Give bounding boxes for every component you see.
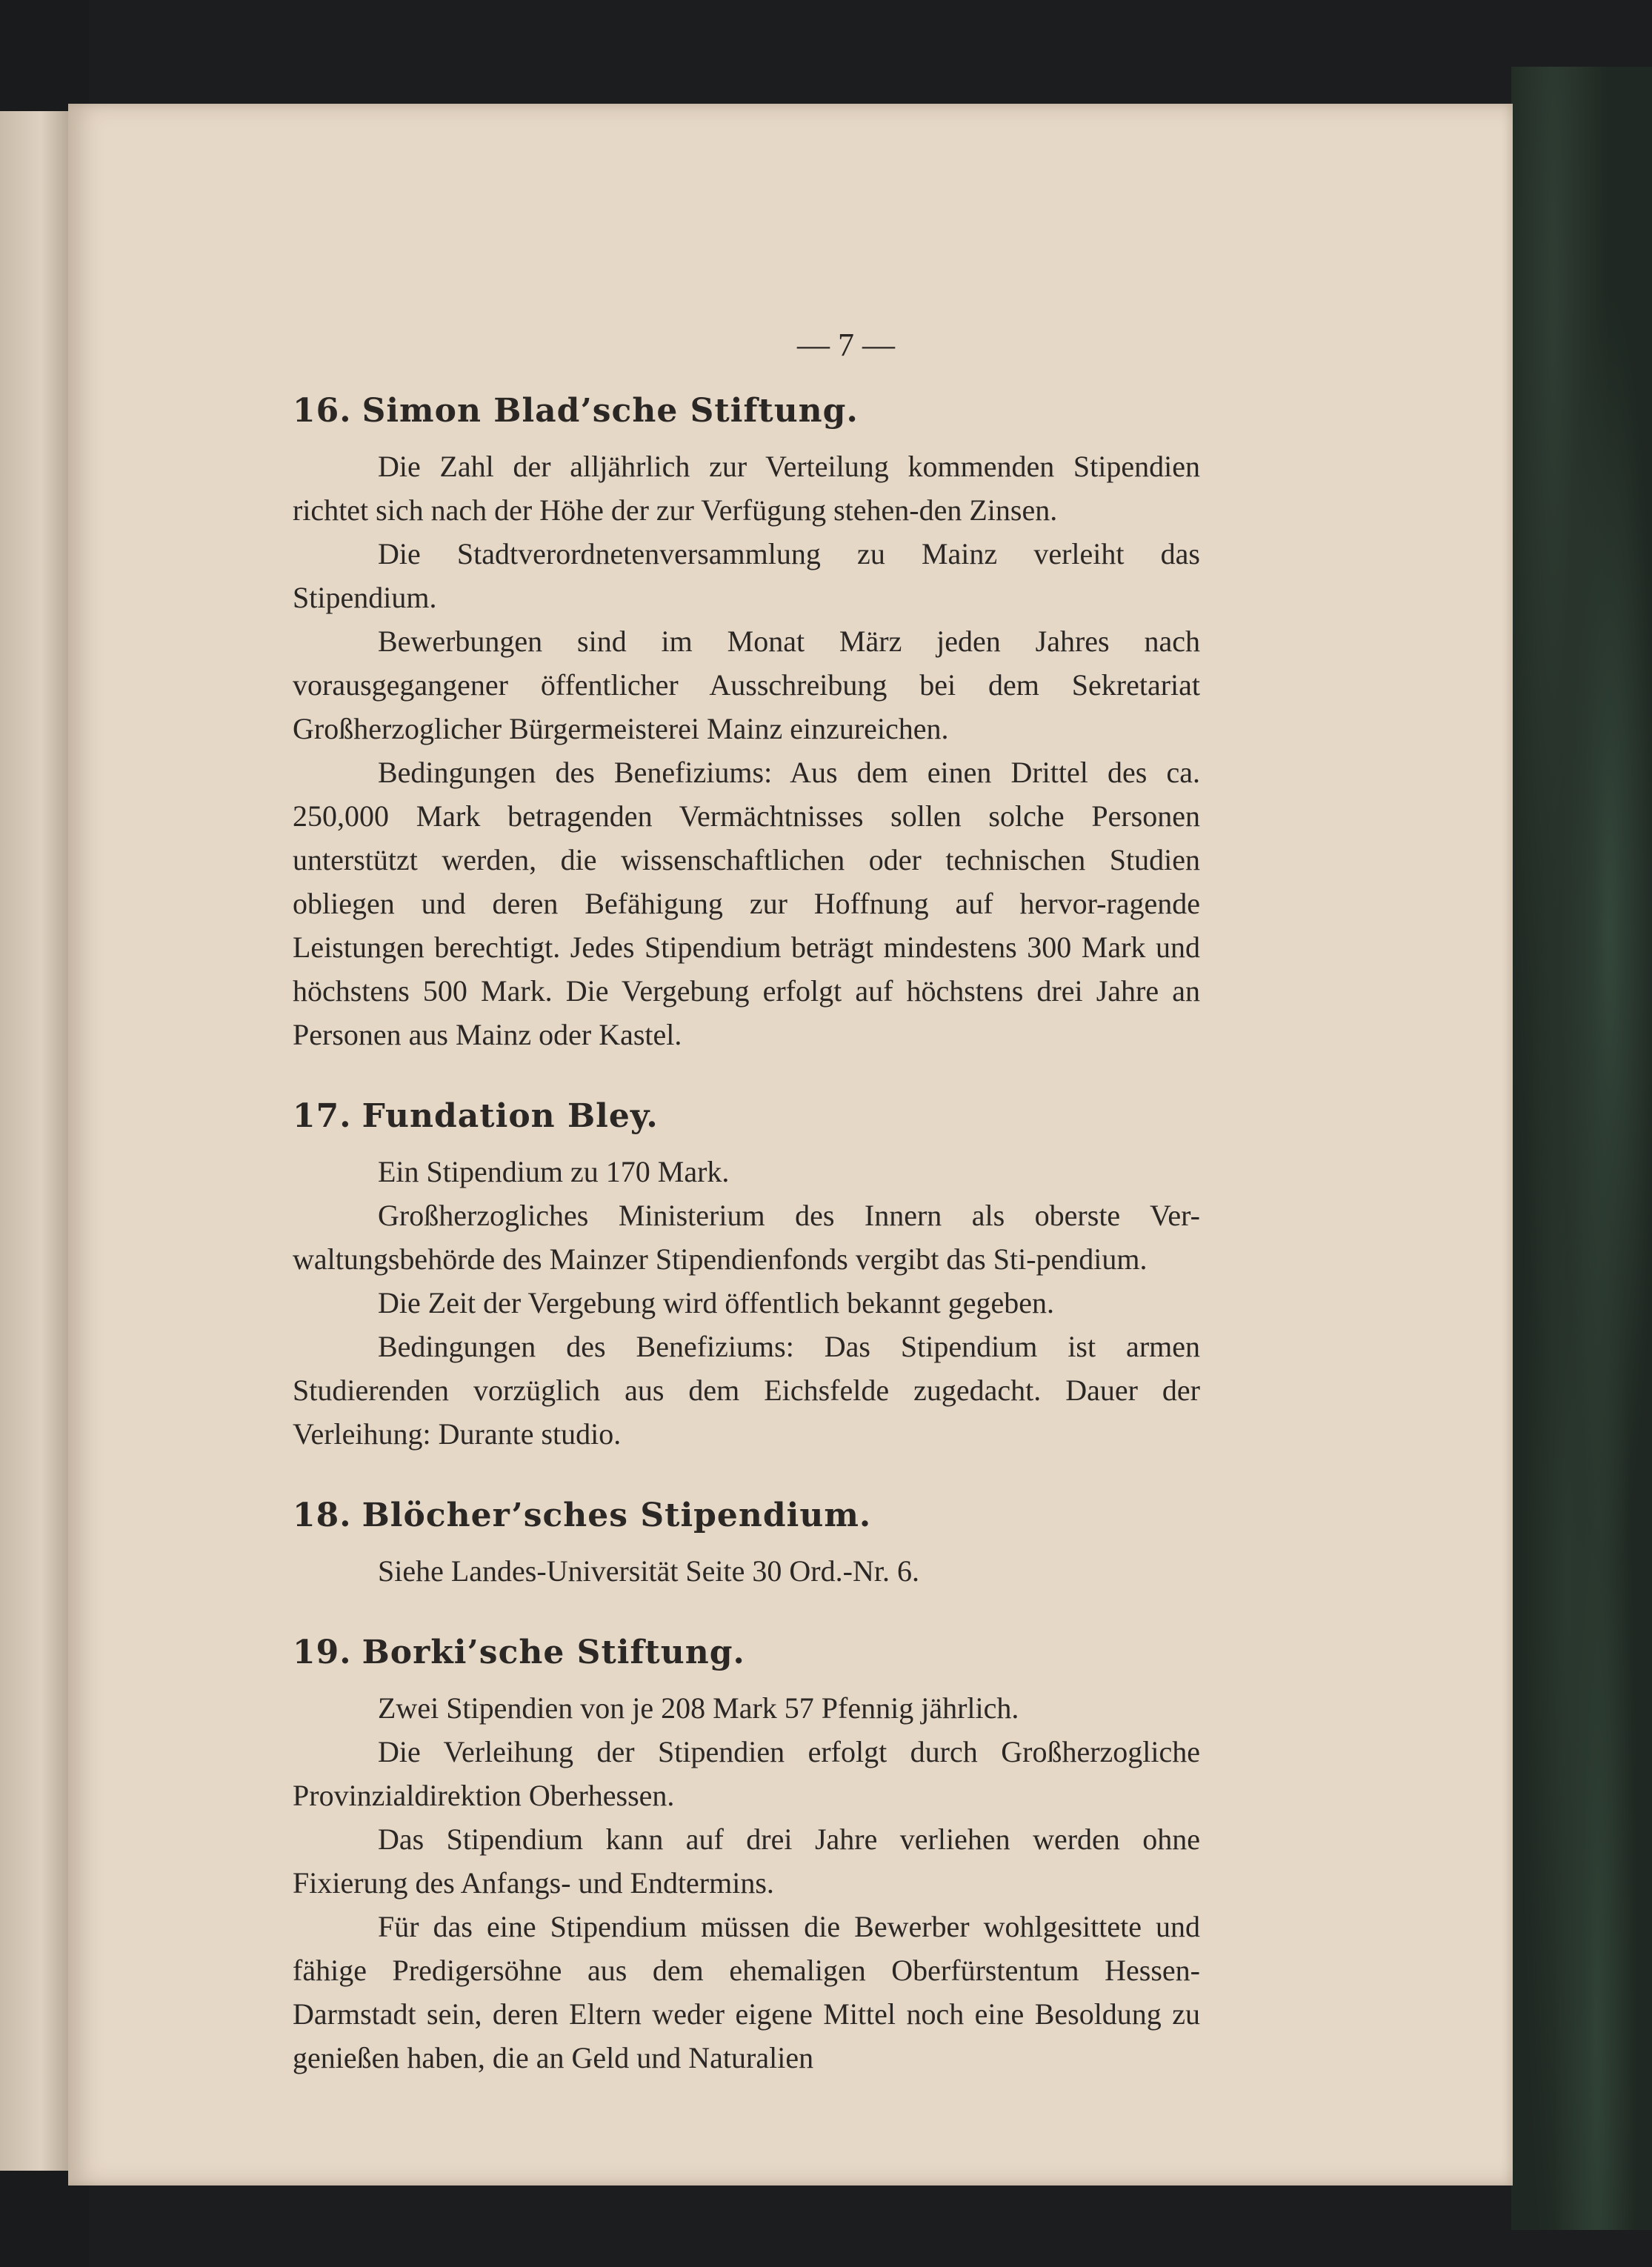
entry-title: Blöcher’sches Stipendium. — [362, 1497, 872, 1534]
entry-18 — [293, 1490, 1200, 1593]
entry-heading — [293, 385, 1200, 437]
facing-page-edge — [0, 111, 68, 2171]
paragraph: Für das eine Stipendium müssen die Bewerber wohlgesittete und fähige Predigersöhne aus dem ehemaligen Oberfürstentum Hessen-Darmstadt sein, deren Eltern weder eigene Mittel noch eine Besoldung zu genießen haben, die an Geld und Naturalien — [293, 1910, 1200, 2074]
page-number: — 7 — — [797, 327, 895, 363]
paragraph: Siehe Landes-Universität Seite 30 Ord.-Nr. 6. — [378, 1554, 919, 1588]
entry-heading — [293, 1490, 1200, 1542]
paragraph: Bedingungen des Benefiziums: Aus dem einen Drittel des ca. 250,000 Mark betragenden Vermächtnisses sollen solche Personen unterstützt werden, die wissenschaftlichen oder technischen Studien obliegen und deren Befähigung zur Hoffnung auf hervor-ragende Leistungen berechtigt. Jedes Stipendium beträgt mindestens 300 Mark und höchstens 500 Mark. Die Vergebung erfolgt auf höchstens drei Jahre an Personen aus Mainz oder Kastel. — [293, 756, 1200, 1051]
paragraph: Bedingungen des Benefiziums: Das Stipendium ist armen Studierenden vorzüglich aus dem Eichsfelde zugedacht. Dauer der Verleihung: Durante studio. — [293, 1330, 1200, 1451]
paragraph: Das Stipendium kann auf drei Jahre verliehen werden ohne Fixierung des Anfangs- und Endtermins. — [293, 1822, 1200, 1900]
paragraph: Die Zeit der Vergebung wird öffentlich bekannt gegeben. — [378, 1286, 1055, 1319]
paragraph: Bewerbungen sind im Monat März jeden Jahres nach vorausgegangener öffentlicher Ausschreibung bei dem Sekretariat Großherzoglicher Bürgermeisterei Mainz einzureichen. — [293, 625, 1200, 745]
paragraph: Die Verleihung der Stipendien erfolgt durch Großherzogliche Provinzialdirektion Oberhessen. — [293, 1735, 1200, 1812]
entry-number: 18. — [293, 1497, 352, 1534]
entry-number: 19. — [293, 1634, 352, 1671]
entry-number: 16. — [293, 392, 352, 430]
paragraph: Die Zahl der alljährlich zur Verteilung kommenden Stipendien richtet sich nach der Höhe der zur Verfügung stehen-den Zinsen. — [293, 450, 1200, 527]
paragraph: Die Stadtverordnetenversammlung zu Mainz verleiht das Stipendium. — [293, 537, 1200, 614]
entry-17 — [293, 1091, 1200, 1456]
entry-title: Borki’sche Stiftung. — [362, 1634, 745, 1671]
page-content — [293, 385, 1200, 2114]
entry-19 — [293, 1627, 1200, 2080]
entry-title: Fundation Bley. — [362, 1097, 659, 1135]
paragraph: Ein Stipendium zu 170 Mark. — [378, 1155, 730, 1188]
paragraph: Großherzogliches Ministerium des Innern als oberste Ver-waltungsbehörde des Mainzer Stipendienfonds vergibt das Sti-pendium. — [293, 1199, 1200, 1276]
entry-number: 17. — [293, 1097, 352, 1135]
entry-title: Simon Blad’sche Stiftung. — [362, 392, 859, 430]
paragraph: Zwei Stipendien von je 208 Mark 57 Pfennig jährlich. — [378, 1691, 1019, 1725]
book-cover-edge — [1511, 67, 1652, 2230]
entry-heading — [293, 1091, 1200, 1142]
entry-heading — [293, 1627, 1200, 1679]
entry-16 — [293, 385, 1200, 1056]
